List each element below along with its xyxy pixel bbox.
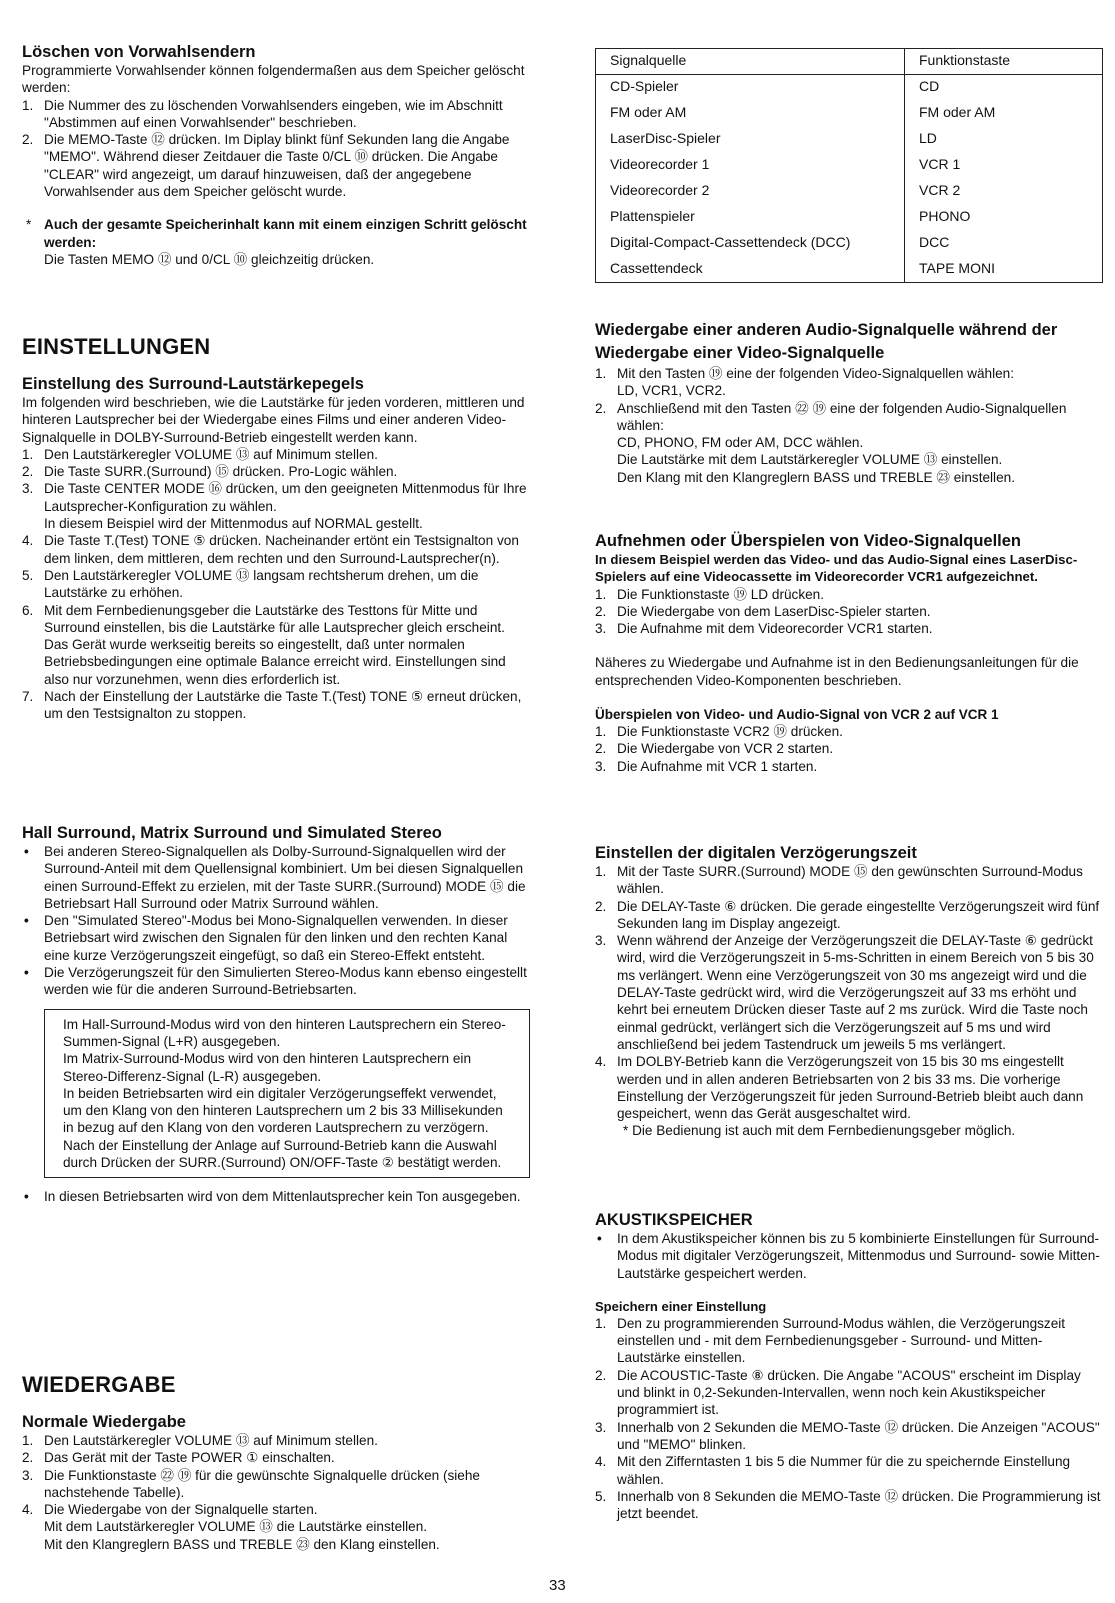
loeschen-steps [22,97,530,201]
list-item: 3. Innerhalb von 2 Sekunden die MEMO-Taste ⑫ drücken. Die Anzeigen "ACOUS" und "MEMO" blinken. [595,1419,1100,1452]
list-item: 1. Die Nummer des zu löschenden Vorwahlsenders eingeben, wie im Abschnitt "Abstimmen auf einen Vorwahlsender" beschrieben. [22,97,503,130]
table-header: Funktionstaste [905,49,1103,75]
heading-ueberspielen: Überspielen von Video- und Audio-Signal von VCR 2 auf VCR 1 [595,707,999,723]
surround-intro: Im folgenden wird beschrieben, wie die Lautstärke für jeden vorderen, mittleren und hinteren Lautsprecher bei der Wiedergabe eines Films und einer anderen Video-Signalquelle in DOLBY-Surround-Betrieb eingestellt werden kann. [22,395,525,445]
title-einstellungen: EINSTELLUNGEN [22,334,211,359]
section-andere-quelle [595,319,1103,486]
table-row: Videorecorder 2 VCR 2 [596,179,1103,205]
list-item: CD, PHONO, FM oder AM, DCC wählen. [617,435,864,451]
list-item: • Die Verzögerungszeit für den Simulierten Stereo-Modus kann ebenso eingestellt werden wie für die anderen Surround-Betriebsarten. [24,965,527,998]
list-item: LD, VCR1, VCR2. [617,383,726,399]
list-item: 2. Die MEMO-Taste ⑫ drücken. Im Diplay blinkt fünf Sekunden lang die Angabe "MEMO". Während dieser Zeitdauer die Taste 0/CL ⑩ drücken. Die Angabe "CLEAR" wird angezeigt, um darauf hinzuweisen, daß der angegebene Vorwahlsender aus dem Speicher gelöscht wurde. [22,132,510,200]
list-item: • Den "Simulated Stereo"-Modus bei Mono-Signalquellen verwenden. In dieser Betriebsart wird zwischen den Signalen für den linken und den rechten Kanal eine kurze Verzögerungszeit eingefügt, so daß ein Stereo-Effekt entsteht. [24,913,508,963]
list-item: • In diesen Betriebsarten wird von dem Mittenlautsprecher kein Ton ausgegeben. [24,1189,521,1205]
table-row: Plattenspieler PHONO [596,205,1103,231]
section-aufnehmen [595,531,1103,775]
list-item: 1. Den Lautstärkeregler VOLUME ⑬ auf Minimum stellen. [22,446,378,462]
page-number: 33 [549,1577,566,1594]
table-row: CD-Spieler CD [596,75,1103,101]
list-item: Das Gerät wurde werkseitig bereits so eingestellt, daß unter normalen Betriebsbedingungen eine optimale Balance erreicht wird. Einstellungen sind also nur vorzunehmen, wenn dies erforderlich ist. [44,637,506,687]
list-item: 1. Die Funktionstaste VCR2 ⑲ drücken. [595,724,843,740]
list-item: 3. Die Aufnahme mit dem Videorecorder VCR1 starten. [595,621,933,637]
list-item: 1. Mit der Taste SURR.(Surround) MODE ⑮ den gewünschten Surround-Modus wählen. [595,864,1083,897]
list-item: 3. Wenn während der Anzeige der Verzögerungszeit die DELAY-Taste ⑥ gedrückt wird, wird die Verzögerungszeit in 5-ms-Schritten in einem Bereich von 5 bis 30 ms verlängert. Wenn eine Verzögerungszeit von 30 ms angezeigt wird und die DELAY-Taste gedrückt wird, wird die Verzögerungszeit auf 33 ms erhöht und kehrt bei erneutem Drücken dieser Taste auf 2 ms zurück. Wird die Taste noch einmal gedrückt, verlängert sich die Verzögerungszeit auf 5 ms und wird anschließend bei jedem Tastendruck um jeweils 5 ms verlängert. [595,933,1094,1052]
heading-delay: Einstellen der digitalen Verzögerungszeit [595,844,917,862]
info-box: Im Hall-Surround-Modus wird von den hinteren Lautsprechern ein Stereo-Summen-Signal (L+R) ausgegeben. Im Matrix-Surround-Modus wird von den hinteren Lautsprechern ein Stereo-Differenz-Signal (L-R) ausgegeben. In beiden Betriebsarten wird ein digitaler Verzögerungseffekt verwendet, um den Klang von den hinteren Lautsprechern um 2 bis 33 Millisekunden in bezug auf den Klang von den vorderen Lautsprechern zu verzögern. Nach der Einstellung der Anlage auf Surround-Betrieb kann die Auswahl durch Drücken der SURR.(Surround) ON/OFF-Taste ② bestätigt werden. [44,1009,530,1179]
heading-aufnehmen: Aufnehmen oder Überspielen von Video-Signalquellen [595,532,1022,550]
section-loeschen [22,42,530,268]
section-wiedergabe [22,1372,530,1553]
andere-steps [595,365,1103,486]
loeschen-intro: Programmierte Vorwahlsender können folgendermaßen aus dem Speicher gelöscht werden: [22,63,525,96]
table-header: Signalquelle [596,49,905,75]
heading-loeschen: Löschen von Vorwahlsendern [22,43,256,61]
list-item: Mit den Klangreglern BASS und TREBLE ㉓ den Klang einstellen. [44,1536,440,1552]
aufnehmen-note: Näheres zu Wiedergabe und Aufnahme ist in den Bedienungsanleitungen für die entsprechenden Video-Komponenten beschrieben. [595,655,1079,688]
section-hall-surround [22,823,530,1206]
akustik-steps [595,1315,1103,1523]
ueberspielen-steps [595,723,1103,775]
list-item: 2. Die DELAY-Taste ⑥ drücken. Die gerade eingestellte Verzögerungszeit wird fünf Sekunden lang im Display angezeigt. [595,898,1100,931]
list-item: 2. Das Gerät mit der Taste POWER ① einschalten. [22,1450,335,1466]
wiedergabe-steps [22,1432,530,1553]
heading-hall-surround: Hall Surround, Matrix Surround und Simulated Stereo [22,824,442,842]
table-row: Digital-Compact-Cassettendeck (DCC) DCC [596,231,1103,257]
title-akustikspeicher: AKUSTIKSPEICHER [595,1211,753,1229]
list-item: In diesem Beispiel wird der Mittenmodus auf NORMAL gestellt. [44,516,423,532]
table-row: Videorecorder 1 VCR 1 [596,153,1103,179]
section-akustik [595,1210,1103,1522]
table-row: Cassettendeck TAPE MONI [596,257,1103,283]
section-delay [595,843,1103,1140]
list-item: 2. Anschließend mit den Tasten ㉒ ⑲ eine der folgenden Audio-Signalquellen wählen: [595,400,1067,433]
hall-bullets [22,843,530,999]
list-item: 5. Innerhalb von 8 Sekunden die MEMO-Taste ⑫ drücken. Die Programmierung ist jetzt beendet. [595,1488,1101,1522]
list-item: 2. Die Wiedergabe von VCR 2 starten. [595,741,834,757]
list-item: 1. Den Lautstärkeregler VOLUME ⑬ auf Minimum stellen. [22,1433,378,1448]
loeschen-note: * Auch der gesamte Speicherinhalt kann mit einem einzigen Schritt gelöscht werden: Die Tasten MEMO ⑫ und 0/CL ⑩ gleichzeitig drücken. [26,217,527,267]
list-item: 4. Im DOLBY-Betrieb kann die Verzögerungszeit von 15 bis 30 ms eingestellt werden und in allen anderen Betriebsarten von 2 bis 33 ms. Die vorherige Einstellung der Verzögerungszeit für jeden Surround-Betrieb bleibt auch dann gespeichert, wenn das Gerät ausgeschaltet wird. [595,1054,1084,1122]
list-item: 4. Die Wiedergabe von der Signalquelle starten. [22,1502,318,1518]
heading-surround-pegel: Einstellung des Surround-Lautstärkepegels [22,375,364,393]
table-row: LaserDisc-Spieler LD [596,127,1103,153]
list-item: Mit dem Lautstärkeregler VOLUME ⑬ die Lautstärke einstellen. [44,1519,428,1535]
list-item: 1. Den zu programmierenden Surround-Modus wählen, die Verzögerungszeit einstellen und - mit dem Fernbedienungsgeber - Surround- und Mitten-Lautstärke einstellen. [595,1315,1066,1366]
section-einstellungen [22,334,530,723]
heading-andere-quelle: Wiedergabe einer anderen Audio-Signalquelle während der Wiedergabe einer Video-Signalquelle [595,321,1058,362]
list-item: Den Klang mit den Klangreglern BASS und TREBLE ㉓ einstellen. [617,469,1015,485]
list-item: 1. Mit den Tasten ⑲ eine der folgenden Video-Signalquellen wählen: [595,366,1015,381]
list-item: 4. Die Taste T.(Test) TONE ⑤ drücken. Nacheinander ertönt ein Testsignalton von dem linken, dem mittleren, dem rechten und den Surround-Lautsprecher(n). [22,533,519,566]
title-wiedergabe: WIEDERGABE [22,1372,176,1397]
table-row: FM oder AM FM oder AM [596,101,1103,127]
list-item: 5. Den Lautstärkeregler VOLUME ⑬ langsam rechtsherum drehen, um die Lautstärke zu erhöhen. [22,567,479,601]
heading-speichern: Speichern einer Einstellung [595,1298,767,1314]
list-item: Die Lautstärke mit dem Lautstärkeregler VOLUME ⑬ einstellen. [617,452,1003,468]
list-item: • Bei anderen Stereo-Signalquellen als Dolby-Surround-Signalquellen wird der Surround-Anteil mit dem Quellensignal kombiniert. Um bei diesen Signalquellen einen Surround-Effekt zu erzielen, mit der Taste SURR.(Surround) MODE ⑮ die Betriebsart Hall Surround oder Matrix Surround wählen. [24,844,526,911]
signal-table [595,48,1103,283]
table-header-row [596,49,1103,75]
list-item: 6. Mit dem Fernbedienungsgeber die Lautstärke des Testtons für Mitte und Surround einstellen, bis die Lautstärke für alle Lautsprecher gleich erscheint. [22,602,505,635]
list-item: 3. Die Funktionstaste ㉒ ⑲ für die gewünschte Signalquelle drücken (siehe nachstehende Tabelle). [22,1467,480,1500]
surround-steps [22,446,530,723]
list-item: • In dem Akustikspeicher können bis zu 5 kombinierte Einstellungen für Surround-Modus mit digitaler Verzögerungszeit, Mittenmodus und Surround- sowie Mitten-Lautstärke gespeichert werden. [597,1231,1100,1281]
list-item: 1. Die Funktionstaste ⑲ LD drücken. [595,586,825,602]
list-item: 4. Mit den Zifferntasten 1 bis 5 die Nummer für die zu speichernde Einstellung wählen. [595,1454,1071,1487]
list-item: 2. Die Taste SURR.(Surround) ⑮ drücken. Pro-Logic wählen. [22,464,398,480]
list-item: 2. Die ACOUSTIC-Taste ⑧ drücken. Die Angabe "ACOUS" erscheint im Display und blinkt in 0,2-Sekunden-Intervallen, wenn noch kein Akustikspeicher programmiert ist. [595,1367,1081,1418]
list-item: * Die Bedienung ist auch mit dem Fernbedienungsgeber möglich. [623,1123,1016,1139]
aufnehmen-intro: In diesem Beispiel werden das Video- und das Audio-Signal eines LaserDisc-Spielers auf eine Videocassette im Videorecorder VCR1 aufgezeichnet. [595,552,1078,585]
list-item: 2. Die Wiedergabe von dem LaserDisc-Spieler starten. [595,603,931,619]
aufnehmen-steps [595,586,1103,638]
heading-normale-wiedergabe: Normale Wiedergabe [22,1413,186,1431]
list-item: 3. Die Taste CENTER MODE ⑯ drücken, um den geeigneten Mittenmodus für Ihre Lautsprecher-Konfiguration zu wählen. [22,481,527,514]
list-item: 7. Nach der Einstellung der Lautstärke die Taste T.(Test) TONE ⑤ erneut drücken, um den Testsignalton zu stoppen. [22,689,522,722]
delay-steps [595,863,1103,1140]
list-item: 3. Die Aufnahme mit VCR 1 starten. [595,758,818,774]
section-table [595,48,1103,283]
